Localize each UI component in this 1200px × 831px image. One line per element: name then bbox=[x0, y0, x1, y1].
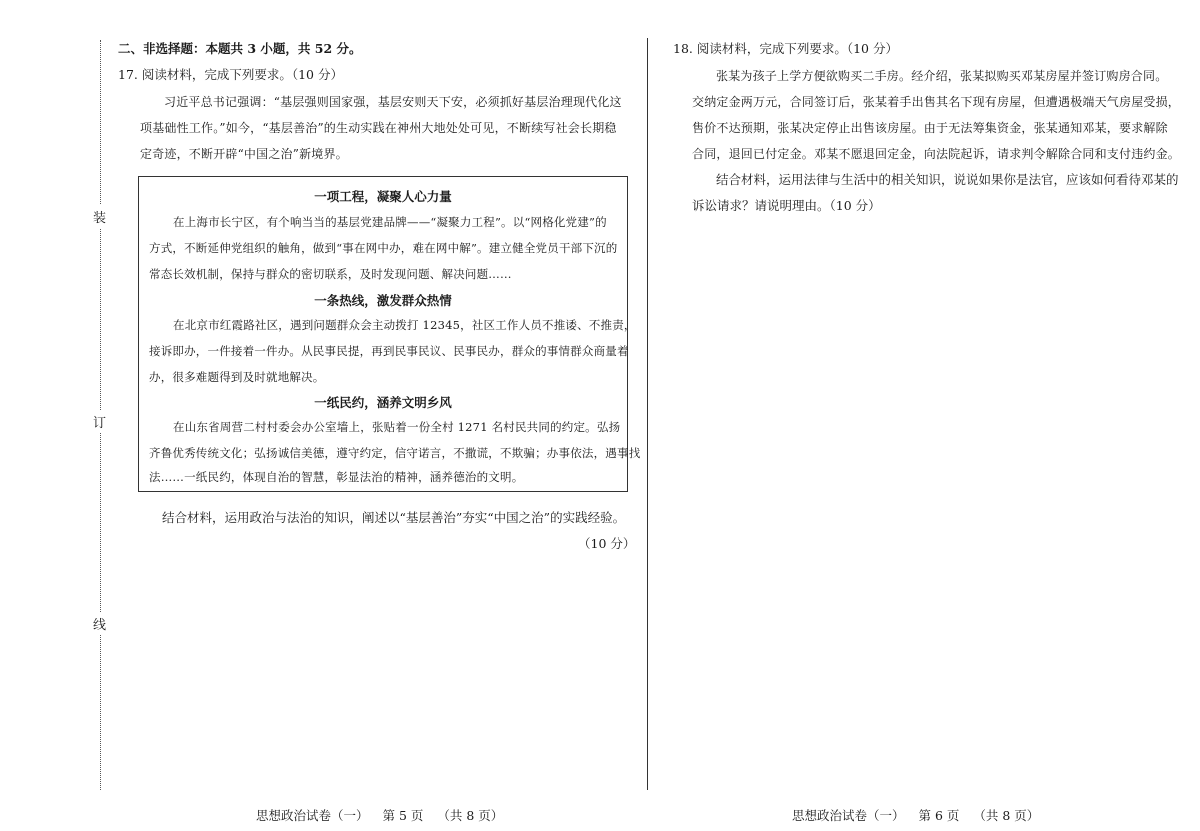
binding-char-ding: 订 bbox=[93, 410, 106, 433]
box-title-2: 一条热线，激发群众热情 bbox=[314, 293, 452, 308]
q17-task: 结合材料，运用政治与法治的知识，阐述以“基层善治”夯实“中国之治”的实践经验。 bbox=[162, 510, 626, 525]
box-line: 齐鲁优秀传统文化；弘扬诚信美德，遵守约定，信守诺言，不撒谎，不欺骗；办事依法，遇事找 bbox=[149, 446, 641, 460]
binding-char-zhuang: 装 bbox=[93, 205, 106, 228]
box-title-1: 一项工程，凝聚人心力量 bbox=[314, 189, 452, 204]
footer-page: 第 5 页 bbox=[382, 808, 424, 823]
footer-total: （共 8 页） bbox=[973, 808, 1040, 823]
material-box bbox=[138, 176, 641, 492]
footer-page: 第 6 页 bbox=[918, 808, 960, 823]
footer-subject: 思想政治试卷（一） bbox=[792, 808, 905, 823]
footer-total: （共 8 页） bbox=[437, 808, 504, 823]
q18-task-line-1: 结合材料，运用法律与生活中的相关知识，说说如果你是法官，应该如何看待邓某的 bbox=[716, 172, 1179, 187]
q18-line-1: 张某为孩子上学方便欲购买二手房。经介绍，张某拟购买邓某房屋并签订购房合同。 bbox=[716, 69, 1168, 83]
box-line: 在上海市长宁区，有个响当当的基层党建品牌——“凝聚力工程”。以“网格化党建”的 bbox=[173, 215, 607, 229]
footer-subject: 思想政治试卷（一） bbox=[256, 808, 369, 823]
left-footer bbox=[256, 806, 513, 824]
box-line: 方式，不断延伸党组织的触角，做到“事在网中办，难在网中解”。建立健全党员干部下沉的 bbox=[149, 241, 618, 255]
box-line: 法……一纸民约，体现自治的智慧，彰显法治的精神，涵养德治的文明。 bbox=[149, 470, 524, 484]
q17-intro-line-2: 项基础性工作。”如今，“基层善治”的生动实践在神州大地处处可见，不断续写社会长期稳 bbox=[140, 121, 617, 135]
box-line: 接诉即办，一件接着一件办。从民事民提，再到民事民议、民事民办，群众的事情群众商量着 bbox=[149, 344, 629, 358]
q18-stem: 18. 阅读材料，完成下列要求。（10 分） bbox=[673, 41, 898, 56]
section-heading: 二、非选择题：本题共 3 小题，共 52 分。 bbox=[118, 41, 362, 56]
box-line: 常态长效机制，保持与群众的密切联系，及时发现问题、解决问题…… bbox=[149, 267, 512, 281]
right-footer bbox=[792, 806, 1049, 824]
q18-line-3: 售价不达预期，张某决定停止出售该房屋。由于无法筹集资金，张某通知邓某，要求解除 bbox=[692, 121, 1168, 135]
q17-points: （10 分） bbox=[578, 536, 636, 551]
q17-intro-line-1: 习近平总书记强调：“基层强则国家强，基层安则天下安，必须抓好基层治理现代化这 bbox=[164, 95, 622, 109]
box-line: 在北京市红霞路社区，遇到问题群众会主动拨打 12345，社区工作人员不推诿、不推责， bbox=[173, 318, 636, 332]
q18-line-2: 交纳定金两万元，合同签订后，张某着手出售其名下现有房屋，但遭遇极端天气房屋受损， bbox=[692, 95, 1181, 109]
q17-intro-line-3: 定奇迹，不断开辟“中国之治”新境界。 bbox=[140, 147, 348, 161]
box-line: 办，很多难题得到及时就地解决。 bbox=[149, 370, 325, 384]
q18-line-4: 合同，退回已付定金。邓某不愿退回定金，向法院起诉，请求判令解除合同和支付违约金。 bbox=[692, 147, 1181, 161]
q17-stem: 17. 阅读材料，完成下列要求。（10 分） bbox=[118, 67, 343, 82]
box-line: 在山东省周营二村村委会办公室墙上，张贴着一份全村 1271 名村民共同的约定。弘扬 bbox=[173, 420, 621, 434]
q18-task-line-2: 诉讼请求？请说明理由。（10 分） bbox=[692, 198, 881, 213]
page-divider bbox=[647, 38, 648, 790]
box-title-3: 一纸民约，涵养文明乡风 bbox=[314, 395, 452, 410]
binding-char-xian: 线 bbox=[93, 612, 106, 635]
